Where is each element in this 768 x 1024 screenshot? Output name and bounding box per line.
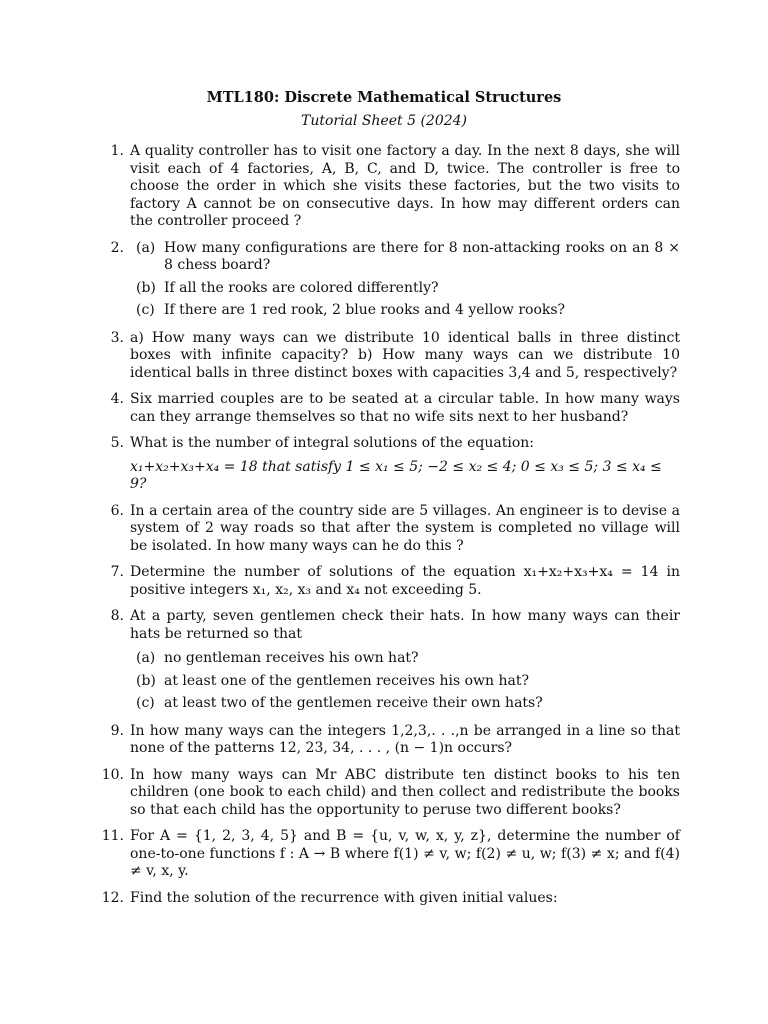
- problem-text: A quality controller has to visit one factory a day. In the next 8 days, she will visit each of 4 factories, A, B, C, and D, twice. The controller is free to choose the order in which she visits these factories, but the two visits to factory A cannot be on consecutive days. In how may different orders can the controller proceed ?: [130, 143, 680, 229]
- subproblem-text: at least two of the gentlemen receive their own hats?: [164, 695, 543, 711]
- problem-9: [100, 723, 680, 758]
- subproblem-text: at least one of the gentlemen receives his own hat?: [164, 672, 530, 689]
- problem-list: [100, 143, 680, 916]
- problem-6: [100, 503, 680, 556]
- problem-text: Determine the number of solutions of the equation x₁+x₂+x₃+x₄ = 14 in positive integers x₁, x₂, x₃ and x₄ not exceeding 5.: [130, 564, 680, 598]
- sheet-header: [0, 88, 768, 131]
- problem-number: 8.: [110, 608, 124, 624]
- problem-text: At a party, seven gentlemen check their hats. In how many ways can their hats be returned so that: [130, 608, 680, 642]
- subproblem-label: (a): [136, 650, 156, 666]
- problem-number: 9.: [110, 722, 124, 739]
- problem-4: [100, 391, 680, 426]
- subproblem-a: [130, 650, 680, 668]
- problem-11: [100, 828, 680, 881]
- problem-text: For A = {1, 2, 3, 4, 5} and B = {u, v, w, x, y, z}, determine the number of one-to-one functions f : A → B where f(1) ≠ v, w; f(2) ≠ u, w; f(3) ≠ x; and f(4) ≠ v, x, y.: [130, 828, 680, 879]
- problem-12: [100, 890, 680, 908]
- problem-5: [100, 435, 680, 494]
- subproblem-b: [130, 673, 680, 691]
- problem-number: 5.: [110, 435, 124, 451]
- problem-text: In how many ways can the integers 1,2,3,. . .,n be arranged in a line so that none of the patterns 12, 23, 34, . . . , (n − 1)n occurs?: [130, 722, 680, 756]
- subproblem-c: [130, 695, 680, 713]
- problem-text: In how many ways can Mr ABC distribute ten distinct books to his ten children (one book to each child) and then collect and redistribute the books so that each child has the opportunity to peruse two different books?: [130, 766, 680, 818]
- problem-text: What is the number of integral solutions of the equation:: [130, 435, 535, 451]
- problem-1: [100, 143, 680, 231]
- problem-number: 11.: [101, 828, 124, 844]
- problem-number: 4.: [110, 391, 124, 407]
- subproblem-label: (c): [136, 695, 155, 711]
- problem-number: 10.: [101, 766, 124, 783]
- page-subtitle: Tutorial Sheet 5 (2024): [300, 113, 468, 129]
- problem-8: [100, 608, 680, 713]
- problem-text: Find the solution of the recurrence with given initial values:: [130, 889, 558, 906]
- problem-equation: x₁+x₂+x₃+x₄ = 18 that satisfy 1 ≤ x₁ ≤ 5; −2 ≤ x₂ ≤ 4; 0 ≤ x₃ ≤ 5; 3 ≤ x₄ ≤ 9?: [130, 458, 662, 492]
- page-title: MTL180: Discrete Mathematical Structures: [206, 89, 562, 106]
- problem-number: 12.: [101, 889, 124, 906]
- subproblem-label: (b): [136, 672, 156, 689]
- subproblem-b: [130, 280, 680, 298]
- subproblem-label: (a): [136, 239, 156, 256]
- problem-text: Six married couples are to be seated at a circular table. In how many ways can they arrange themselves so that no wife sits next to her husband?: [130, 391, 680, 425]
- subproblem-list: [130, 650, 680, 713]
- problem-number: 1.: [110, 143, 124, 159]
- problem-number: 7.: [110, 564, 124, 580]
- subproblem-label: (b): [136, 279, 156, 296]
- subproblem-c: [130, 302, 680, 320]
- problem-7: [100, 564, 680, 599]
- problem-number: 3.: [110, 329, 124, 346]
- problem-2: [100, 240, 680, 320]
- subproblem-a: [130, 240, 680, 275]
- subproblem-text: How many configurations are there for 8 non-attacking rooks on an 8 × 8 chess board?: [164, 239, 680, 273]
- problem-text: a) How many ways can we distribute 10 identical balls in three distinct boxes with infinite capacity? b) How many ways can we distribute 10 identical balls in three distinct boxes with capacities 3,4 and 5, respectively?: [130, 329, 680, 381]
- subproblem-text: If all the rooks are colored differently?: [164, 279, 439, 296]
- subproblem-text: no gentleman receives his own hat?: [164, 650, 419, 666]
- problem-text: In a certain area of the country side are 5 villages. An engineer is to devise a system of 2 way roads so that after the system is completed no village will be isolated. In how many ways can he do this ?: [130, 502, 680, 554]
- problem-number: 6.: [110, 502, 124, 519]
- subproblem-text: If there are 1 red rook, 2 blue rooks and 4 yellow rooks?: [164, 302, 566, 318]
- problem-number: 2.: [110, 239, 124, 256]
- problem-10: [100, 767, 680, 820]
- problem-3: [100, 330, 680, 383]
- subproblem-label: (c): [136, 302, 155, 318]
